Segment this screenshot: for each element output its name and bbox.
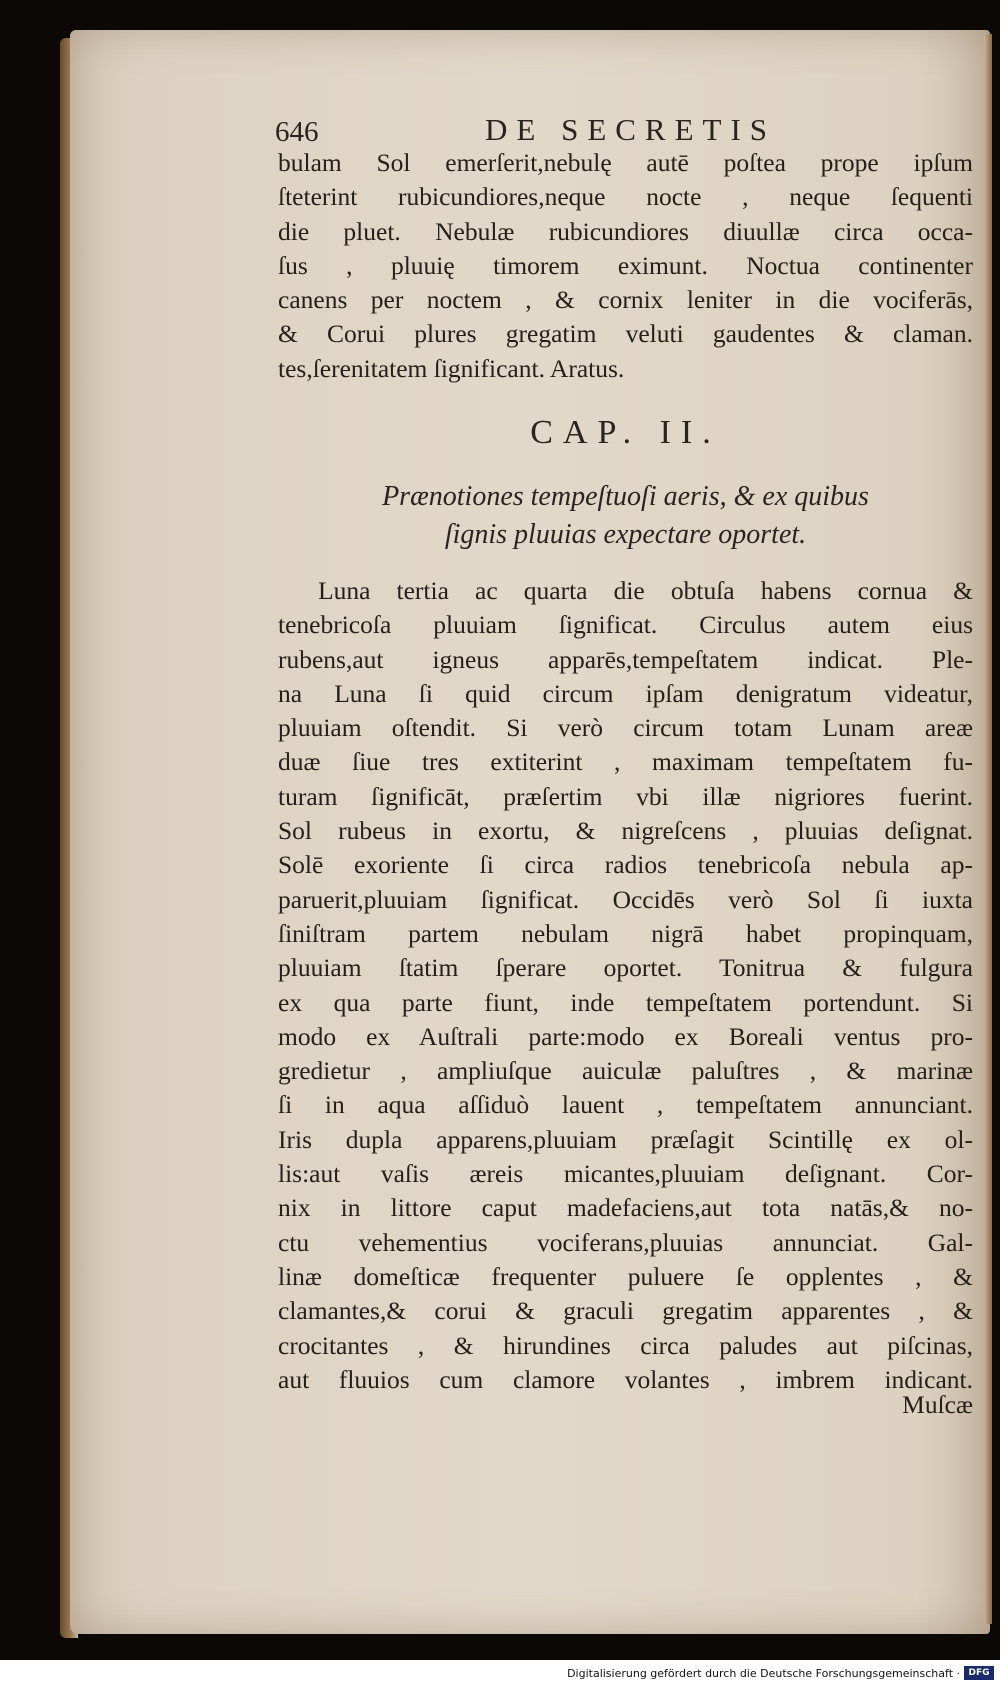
text-line: ſus , pluuię timorem eximunt. Noctua continenter (278, 250, 973, 280)
text-line: ex qua parte fiunt, inde tempeſtatem portendunt. Si (278, 987, 973, 1017)
chapter-heading: CAP. II. (530, 414, 721, 451)
text-line: rubens,aut igneus apparēs,tempeſtatem indicat. Ple- (278, 644, 973, 674)
text-line: paruerit,pluuiam ſignificat. Occidēs verò Sol ſi iuxta (278, 884, 973, 914)
subtitle-line: ſignis pluuias expectare oportet. (444, 519, 807, 550)
text-line: Iris dupla apparens,pluuiam præſagit Scintillę ex ol- (278, 1124, 973, 1154)
text-line: ſiniſtram partem nebulam nigrā habet propinquam, (278, 918, 973, 948)
text-line: ctu vehementius vociferans,pluuias annunciat. Gal- (278, 1227, 973, 1257)
footer-credit: Digitalisierung gefördert durch die Deutsche Forschungsgemeinschaft · (567, 1667, 960, 1680)
page-right-edge (984, 34, 992, 1624)
page-number: 646 (275, 116, 319, 148)
text-line: turam ſignificāt, præſertim vbi illæ nigriores fuerint. (278, 781, 973, 811)
text-line: linæ domeſticæ frequenter puluere ſe opplentes , & (278, 1261, 973, 1291)
subtitle-line: Prænotiones tempeſtuoſi aeris, & ex quibus (382, 481, 869, 512)
text-line: die pluet. Nebulæ rubicundiores diuullæ circa occa- (278, 216, 973, 246)
text-line: aut fluuios cum clamore volantes , imbrem indicant. (278, 1364, 973, 1394)
text-line: pluuiam ſtatim ſperare oportet. Tonitrua & fulgura (278, 953, 973, 983)
dfg-logo: DFG (964, 1666, 994, 1680)
text-line: canens per noctem , & cornix leniter in die vociferās, (278, 285, 973, 315)
text-line: bulam Sol emerſerit,nebulę autē poſtea prope ipſum (278, 148, 973, 177)
text-line: duæ ſiue tres extiterint , maximam tempeſtatem fu- (278, 747, 973, 777)
text-line: gredietur , ampliuſque auiculæ paluſtres , & marinæ (278, 1056, 973, 1086)
text-line: Luna tertia ac quarta die obtuſa habens cornua & (318, 576, 973, 605)
text-line: nix in littore caput madefaciens,aut tota natās,& no- (278, 1193, 973, 1223)
footer-bar (0, 1661, 1000, 1687)
text-line: modo ex Auſtrali parte:modo ex Boreali ventus pro- (278, 1021, 973, 1051)
text-line: Sol rubeus in exortu, & nigreſcens , pluuias deſignat. (278, 816, 973, 846)
running-title: DE SECRETIS (485, 112, 777, 147)
text-line: crocitantes , & hirundines circa paludes aut piſcinas, (278, 1330, 973, 1360)
top-paragraph (278, 146, 973, 386)
text-line: clamantes,& corui & graculi gregatim apparentes , & (278, 1296, 973, 1326)
body-paragraph (278, 574, 973, 1397)
text-line: na Luna ſi quid circum ipſam denigratum videatur, (278, 678, 973, 708)
text-line: ſteterint rubicundiores,neque nocte , neque ſequenti (278, 182, 973, 212)
text-line: tes,ſerenitatem ſignificant. Aratus. (278, 353, 625, 383)
chapter-subtitle (278, 478, 973, 554)
text-line: ſi in aqua aſſiduò lauent , tempeſtatem annunciant. (278, 1090, 973, 1120)
text-line: & Corui plures gregatim veluti gaudentes & claman. (278, 319, 973, 349)
text-line: tenebricoſa pluuiam ſignificat. Circulus autem eius (278, 610, 973, 640)
text-line: lis:aut vaſis æreis micantes,pluuiam deſignant. Cor- (278, 1159, 973, 1189)
text-line: Solē exoriente ſi circa radios tenebricoſa nebula ap- (278, 850, 973, 880)
catchword: Muſcæ (902, 1390, 973, 1419)
text-line: pluuiam oſtendit. Si verò circum totam Lunam areæ (278, 713, 973, 743)
